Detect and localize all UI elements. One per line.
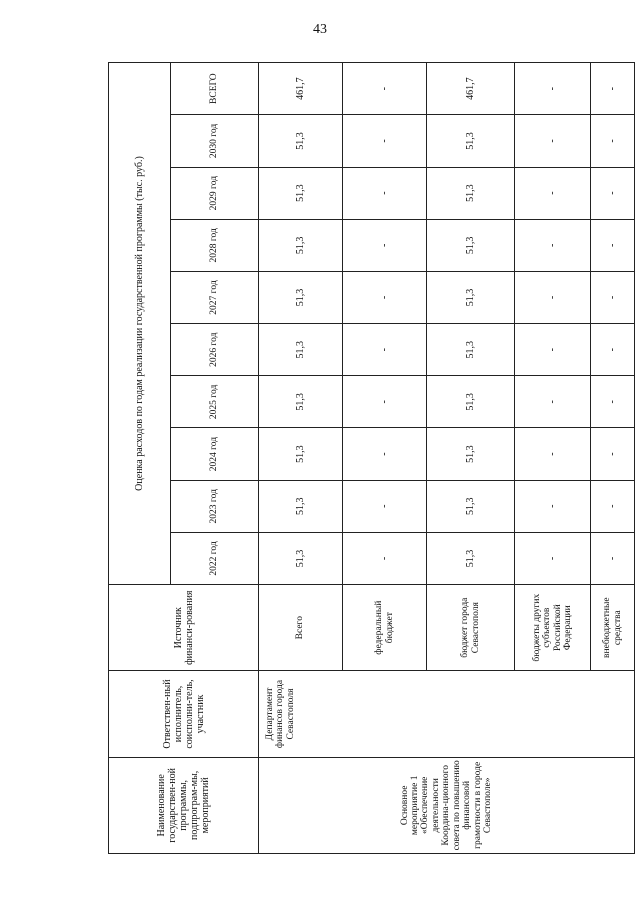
table-cell-total: - (591, 63, 635, 115)
table-cell: - (591, 219, 635, 271)
source-label: бюджет города Севастополя (427, 585, 515, 671)
page-number: 43 (313, 22, 327, 37)
header-row-1 (109, 63, 171, 854)
table-cell-total: - (515, 63, 591, 115)
source-label: бюджеты других субъектов Российской Федерации (515, 585, 591, 671)
header-year: 2029 год (171, 167, 259, 219)
table-cell: 51,3 (427, 480, 515, 532)
table-cell: 51,3 (427, 271, 515, 323)
table-cell: 51,3 (259, 324, 343, 376)
header-source: Источник финанси-рования (109, 585, 259, 671)
table-cell: - (591, 428, 635, 480)
source-label: федеральный бюджет (343, 585, 427, 671)
table-cell: - (515, 219, 591, 271)
table-cell-total: 461,7 (427, 63, 515, 115)
table-cell: 51,3 (427, 115, 515, 167)
table-cell: - (515, 532, 591, 584)
table-cell: - (515, 115, 591, 167)
table-cell: - (343, 167, 427, 219)
table-cell: 51,3 (259, 115, 343, 167)
header-year: 2030 год (171, 115, 259, 167)
table-cell: - (515, 428, 591, 480)
table-cell: - (515, 480, 591, 532)
table-cell: - (343, 115, 427, 167)
table-cell: 51,3 (427, 324, 515, 376)
table-cell: - (343, 324, 427, 376)
table-cell: - (591, 324, 635, 376)
table-cell: - (515, 167, 591, 219)
table-row (259, 63, 343, 854)
header-estimate: Оценка расходов по годам реализации государственной программы (тыс. руб.) (109, 63, 171, 585)
table-cell: 51,3 (259, 167, 343, 219)
header-name: Наименование государствен-ной программы, подпрограм-мы, мероприятий (109, 757, 259, 853)
table-cell: - (515, 271, 591, 323)
table-cell: - (343, 219, 427, 271)
table-cell: 51,3 (427, 532, 515, 584)
table-cell: 51,3 (427, 428, 515, 480)
table-cell: 51,3 (259, 480, 343, 532)
header-year: 2025 год (171, 376, 259, 428)
header-year-total: ВСЕГО (171, 63, 259, 115)
table-cell: - (343, 532, 427, 584)
rotated-table-container (108, 62, 623, 854)
table-cell: - (591, 115, 635, 167)
source-label: Всего (259, 585, 343, 671)
table-cell: - (591, 532, 635, 584)
header-year: 2024 год (171, 428, 259, 480)
table-cell: - (515, 324, 591, 376)
table-cell: - (343, 376, 427, 428)
table-cell-total: - (343, 63, 427, 115)
table-cell: - (591, 480, 635, 532)
header-executor: Ответствен-ный исполнитель, соисполни-тель, участник (109, 671, 259, 757)
table-cell: 51,3 (427, 167, 515, 219)
table-cell: - (343, 428, 427, 480)
table-cell: 51,3 (259, 532, 343, 584)
executor-name: Департамент финансов города Севастополя (259, 671, 635, 757)
table-cell: - (343, 480, 427, 532)
table-cell: 51,3 (259, 219, 343, 271)
activity-name: Основное мероприятие 1 «Обеспечение деятельности Координа-ционного совета по повышению финансовой грамотности в городе Севастополе» (259, 757, 635, 853)
rotated-table-frame (108, 62, 623, 854)
header-year: 2026 год (171, 324, 259, 376)
table-cell: 51,3 (259, 271, 343, 323)
header-year: 2022 год (171, 532, 259, 584)
table-cell: 51,3 (427, 219, 515, 271)
source-label: внебюджетные средства (591, 585, 635, 671)
header-year: 2027 год (171, 271, 259, 323)
table-cell: - (591, 376, 635, 428)
budget-table (108, 62, 635, 854)
table-cell: - (591, 167, 635, 219)
table-cell: - (591, 271, 635, 323)
table-cell: 51,3 (259, 428, 343, 480)
table-cell: 51,3 (427, 376, 515, 428)
header-year: 2023 год (171, 480, 259, 532)
table-cell: 51,3 (259, 376, 343, 428)
table-cell: - (515, 376, 591, 428)
table-cell: - (343, 271, 427, 323)
table-cell-total: 461,7 (259, 63, 343, 115)
header-year: 2028 год (171, 219, 259, 271)
